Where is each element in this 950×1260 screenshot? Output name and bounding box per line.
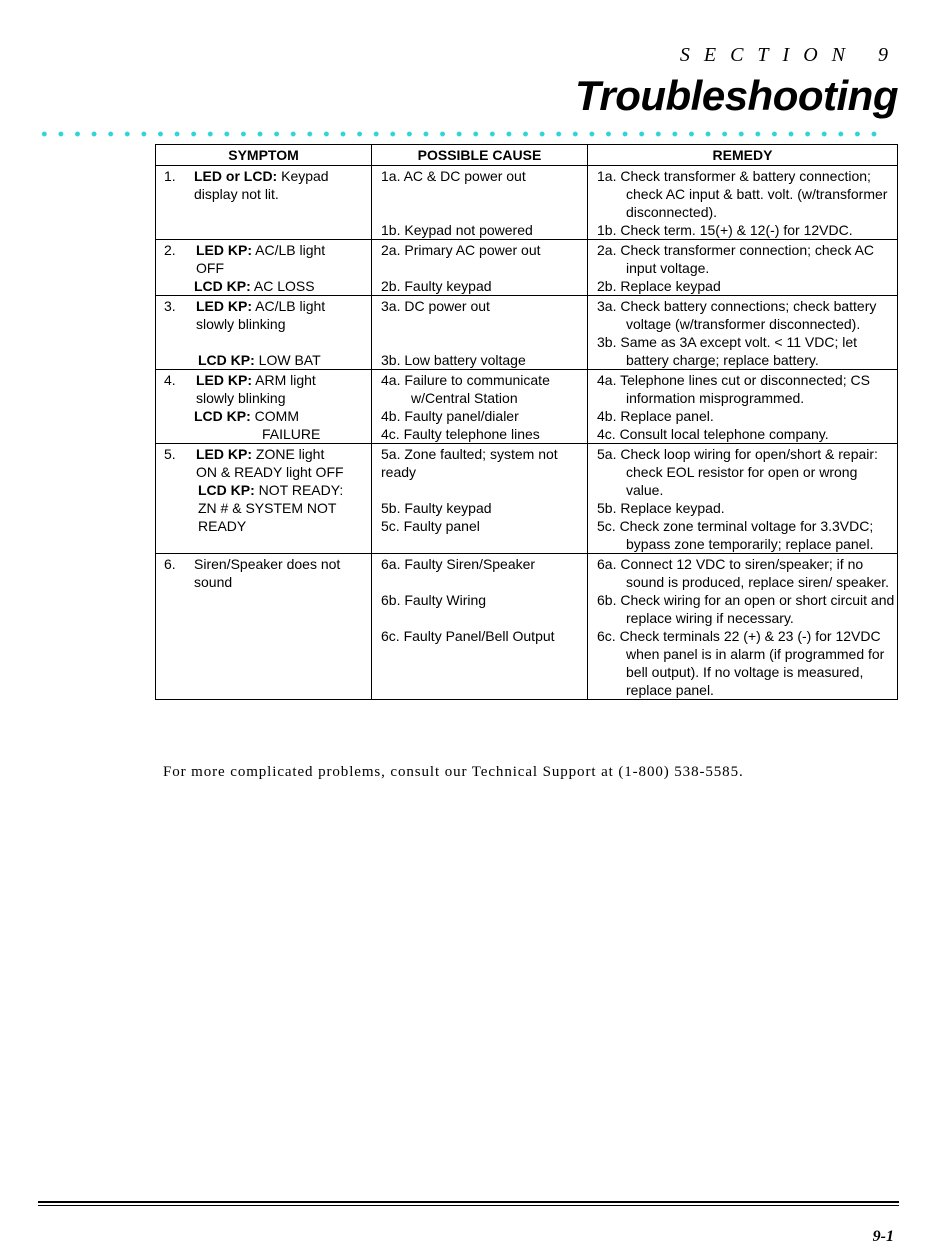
- column-header-symptom: SYMPTOM: [156, 145, 372, 166]
- table-row: [156, 444, 898, 554]
- cause-item: 2a. Primary AC power out: [381, 242, 541, 258]
- remedy-item: 4c. Consult local telephone company.: [597, 426, 829, 442]
- symptom-text: COMM: [250, 408, 299, 424]
- table-row: [156, 166, 898, 240]
- cause-cell: [372, 554, 588, 700]
- symptom-text: NOT READY:: [254, 482, 344, 498]
- symptom-text: AC/LB light: [252, 298, 326, 314]
- remedy-item: 6c. Check terminals 22 (+) & 23 (-) for 12VDC when panel is in alarm (if programmed for bell output). If no voltage is measured, replace panel.: [597, 628, 885, 698]
- symptom-line: [194, 333, 367, 351]
- symptom-keypad-label: LCD KP:: [198, 352, 255, 368]
- section-label: SECTION 9: [679, 44, 902, 66]
- symptom-text: Siren/Speaker does not: [194, 556, 341, 572]
- symptom-keypad-label: LED or LCD:: [194, 168, 278, 184]
- spacer: [381, 573, 583, 591]
- symptom-line: [194, 481, 367, 499]
- remedy-cell: [588, 370, 898, 444]
- troubleshooting-table: [155, 144, 898, 700]
- symptom-line: [194, 389, 367, 407]
- support-note: For more complicated problems, consult our Technical Support at (1-800) 538-5585.: [163, 764, 744, 780]
- symptom-cell: [156, 370, 372, 444]
- spacer: [381, 315, 583, 333]
- remedy-cell: [588, 444, 898, 554]
- symptom-line: [194, 573, 367, 591]
- cause-item: 1a. AC & DC power out: [381, 168, 526, 184]
- cause-item: 4b. Faulty panel/dialer: [381, 408, 519, 424]
- page-title: Troubleshooting: [574, 72, 898, 119]
- remedy-item: 3a. Check battery connections; check battery voltage (w/transformer disconnected).: [597, 298, 877, 332]
- symptom-text: FAILURE: [262, 426, 321, 442]
- symptom-text: Keypad: [277, 168, 329, 184]
- cause-cell: [372, 370, 588, 444]
- symptom-cell: [156, 554, 372, 700]
- cause-item: 5c. Faulty panel: [381, 518, 480, 534]
- symptom-line: [194, 463, 367, 481]
- symptom-text: sound: [194, 574, 233, 590]
- symptom-cell: [156, 444, 372, 554]
- dotted-divider: [36, 129, 886, 139]
- spacer: [381, 609, 583, 627]
- table-row: [156, 296, 898, 370]
- remedy-cell: [588, 296, 898, 370]
- row-number: 5.: [164, 446, 176, 462]
- symptom-line: [194, 351, 367, 369]
- remedy-item: 4a. Telephone lines cut or disconnected; CS information misprogrammed.: [597, 372, 870, 406]
- table-header-row: [156, 145, 898, 166]
- row-number: 2.: [164, 242, 176, 258]
- cause-cell: [372, 296, 588, 370]
- symptom-cell: [156, 166, 372, 240]
- cause-item: 4c. Faulty telephone lines: [381, 426, 540, 442]
- cause-item: 5a. Zone faulted; system not ready: [381, 446, 558, 480]
- symptom-line: [194, 241, 367, 259]
- symptom-text: OFF: [196, 260, 224, 276]
- remedy-item: 4b. Replace panel.: [597, 408, 714, 424]
- symptom-line: [194, 277, 367, 295]
- symptom-line: [194, 407, 367, 425]
- symptom-keypad-label: LCD KP:: [194, 278, 251, 294]
- table-row: [156, 240, 898, 296]
- remedy-item: 1a. Check transformer & battery connection; check AC input & batt. volt. (w/transformer disconnected).: [597, 168, 888, 220]
- cause-item: 6a. Faulty Siren/Speaker: [381, 556, 536, 572]
- cause-cell: [372, 166, 588, 240]
- row-number: 6.: [164, 556, 176, 572]
- symptom-text: LOW BAT: [254, 352, 321, 368]
- remedy-item: 3b. Same as 3A except volt. < 11 VDC; let battery charge; replace battery.: [597, 334, 858, 368]
- symptom-keypad-label: LED KP:: [196, 446, 252, 462]
- symptom-text: AC LOSS: [250, 278, 315, 294]
- symptom-text: AC/LB light: [252, 242, 326, 258]
- cause-item: 4a. Failure to communicate w/Central Station: [381, 372, 550, 406]
- cause-item: 6b. Faulty Wiring: [381, 592, 487, 608]
- symptom-line: [194, 425, 367, 443]
- symptom-text: display not lit.: [194, 186, 279, 202]
- remedy-item: 6a. Connect 12 VDC to siren/speaker; if no sound is produced, replace siren/ speaker.: [597, 556, 890, 590]
- spacer: [381, 203, 583, 221]
- symptom-keypad-label: LCD KP:: [198, 482, 255, 498]
- symptom-cell: [156, 296, 372, 370]
- footer-rule: [38, 1201, 899, 1203]
- footer-rule-thin: [38, 1205, 899, 1206]
- symptom-line: [194, 315, 367, 333]
- cause-cell: [372, 240, 588, 296]
- symptom-cell: [156, 240, 372, 296]
- column-header-cause: POSSIBLE CAUSE: [372, 145, 588, 166]
- symptom-line: [194, 371, 367, 389]
- remedy-item: 2a. Check transformer connection; check AC input voltage.: [597, 242, 875, 276]
- spacer: [381, 185, 583, 203]
- cause-item: 6c. Faulty Panel/Bell Output: [381, 628, 555, 644]
- remedy-cell: [588, 240, 898, 296]
- symptom-line: [194, 259, 367, 277]
- column-header-remedy: REMEDY: [588, 145, 898, 166]
- symptom-line: [194, 445, 367, 463]
- symptom-text: ARM light: [252, 372, 316, 388]
- cause-item: 5b. Faulty keypad: [381, 500, 492, 516]
- spacer: [381, 259, 583, 277]
- symptom-text: ZN # & SYSTEM NOT: [198, 500, 337, 516]
- remedy-cell: [588, 554, 898, 700]
- page-number: 9-1: [872, 1228, 894, 1245]
- spacer: [381, 333, 583, 351]
- remedy-item: 6b. Check wiring for an open or short circuit and replace wiring if necessary.: [597, 592, 895, 626]
- cause-item: 3b. Low battery voltage: [381, 352, 526, 368]
- table-row: [156, 554, 898, 700]
- symptom-line: [194, 185, 367, 203]
- row-number: 1.: [164, 168, 176, 184]
- symptom-line: [194, 555, 367, 573]
- symptom-text: ON & READY light OFF: [196, 464, 344, 480]
- spacer: [381, 481, 583, 499]
- cause-item: 3a. DC power out: [381, 298, 490, 314]
- symptom-keypad-label: LED KP:: [196, 372, 252, 388]
- symptom-text: READY: [198, 518, 247, 534]
- cause-cell: [372, 444, 588, 554]
- symptom-text: slowly blinking: [196, 390, 286, 406]
- symptom-line: [194, 517, 367, 535]
- remedy-item: 2b. Replace keypad: [597, 278, 721, 294]
- symptom-text: slowly blinking: [196, 316, 286, 332]
- remedy-item: 1b. Check term. 15(+) & 12(-) for 12VDC.: [597, 222, 853, 238]
- cause-item: 1b. Keypad not powered: [381, 222, 533, 238]
- table-row: [156, 370, 898, 444]
- cause-item: 2b. Faulty keypad: [381, 278, 492, 294]
- remedy-item: 5c. Check zone terminal voltage for 3.3VDC; bypass zone temporarily; replace panel.: [597, 518, 874, 552]
- remedy-cell: [588, 166, 898, 240]
- symptom-keypad-label: LCD KP:: [194, 408, 251, 424]
- row-number: 3.: [164, 298, 176, 314]
- symptom-line: [194, 297, 367, 315]
- remedy-item: 5a. Check loop wiring for open/short & repair: check EOL resistor for open or wrong value.: [597, 446, 878, 498]
- symptom-keypad-label: LED KP:: [196, 298, 252, 314]
- symptom-line: [194, 167, 367, 185]
- symptom-keypad-label: LED KP:: [196, 242, 252, 258]
- remedy-item: 5b. Replace keypad.: [597, 500, 725, 516]
- symptom-line: [194, 499, 367, 517]
- symptom-text: ZONE light: [252, 446, 325, 462]
- row-number: 4.: [164, 372, 176, 388]
